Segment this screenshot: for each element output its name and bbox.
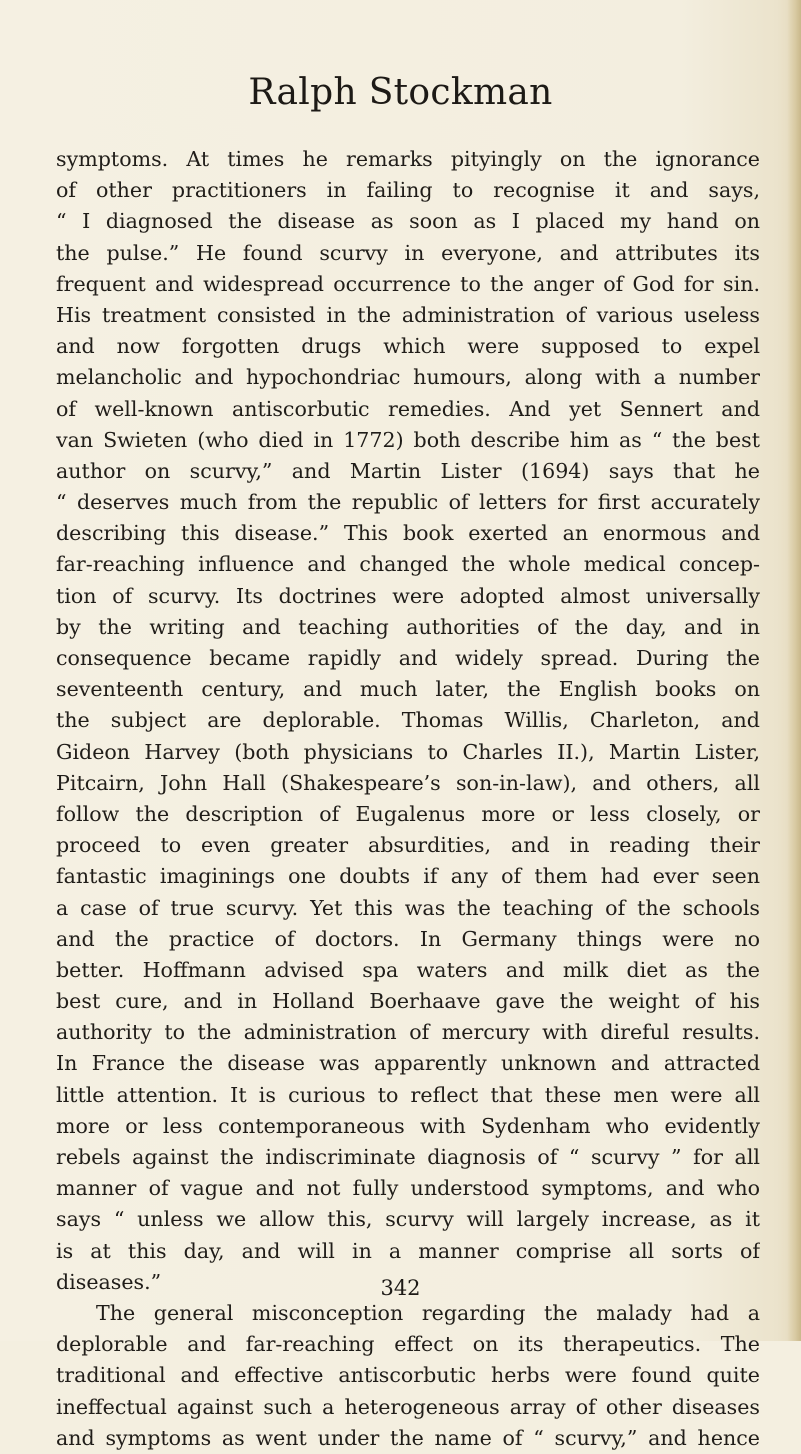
text-line: frequent and widespread occurrence to the anger of God for sin.	[56, 271, 760, 296]
text-line: fantastic imaginings one doubts if any of them had ever seen	[56, 864, 760, 889]
text-line: more or less contemporaneous with Sydenham who evidently	[56, 1113, 760, 1138]
text-line: seventeenth century, and much later, the English books on	[56, 677, 760, 702]
text-line: In France the disease was apparently unknown and attracted	[56, 1051, 760, 1076]
text-line: follow the description of Eugalenus more or less closely, or	[56, 801, 760, 826]
running-head: Ralph Stockman	[248, 72, 553, 113]
text-line: little attention. It is curious to reflect that these men were all	[56, 1082, 760, 1107]
text-line: a case of true scurvy. Yet this was the teaching of the schools	[56, 895, 760, 920]
text-line: author on scurvy,” and Martin Lister (1694) says that he	[56, 458, 760, 483]
text-line: deplorable and far-reaching effect on its therapeutics. The	[56, 1332, 760, 1357]
text-line: His treatment consisted in the administration of various useless	[56, 302, 760, 327]
text-line: by the writing and teaching authorities of the day, and in	[56, 614, 760, 639]
text-line: symptoms. At times he remarks pityingly on the ignorance	[56, 147, 760, 171]
page-edge-shadow	[787, 0, 801, 1341]
text-line: of other practitioners in failing to recognise it and says,	[56, 178, 760, 203]
text-line: “ deserves much from the republic of letters for first accurately	[56, 490, 760, 515]
body-text	[56, 144, 760, 1454]
text-line: of well-known antiscorbutic remedies. And yet Sennert and	[56, 396, 760, 421]
text-line: consequence became rapidly and widely spread. During the	[56, 646, 760, 670]
text-line: proceed to even greater absurdities, and in reading their	[56, 833, 760, 858]
text-line: Gideon Harvey (both physicians to Charles II.), Martin Lister,	[56, 739, 760, 764]
text-line: is at this day, and will in a manner comprise all sorts of	[56, 1238, 760, 1263]
text-line: the subject are deplorable. Thomas Willis, Charleton, and	[56, 708, 760, 733]
text-line: manner of vague and not fully understood symptoms, and who	[56, 1176, 760, 1201]
text-line: traditional and effective antiscorbutic herbs were found quite	[56, 1363, 760, 1388]
text-line: ineffectual against such a heterogeneous array of other diseases	[56, 1394, 760, 1419]
text-line: describing this disease.” This book exerted an enormous and	[56, 521, 760, 546]
text-line: van Swieten (who died in 1772) both describe him as “ the best	[56, 427, 760, 452]
text-line: and now forgotten drugs which were supposed to expel	[56, 334, 760, 359]
text-line: and the practice of doctors. In Germany things were no	[56, 926, 760, 951]
paragraph-end-line: diseases.”	[56, 1269, 162, 1294]
text-line: rebels against the indiscriminate diagnosis of “ scurvy ” for all	[56, 1145, 760, 1169]
text-line: best cure, and in Holland Boerhaave gave the weight of his	[56, 989, 760, 1014]
text-line: far-reaching influence and changed the whole medical concep-	[56, 552, 760, 577]
text-line: Pitcairn, John Hall (Shakespeare’s son-in-law), and others, all	[56, 770, 760, 795]
text-line: says “ unless we allow this, scurvy will largely increase, as it	[56, 1207, 760, 1232]
text-line: the pulse.” He found scurvy in everyone, and attributes its	[56, 240, 760, 265]
paragraph-start-line: The general misconception regarding the malady had a	[96, 1300, 760, 1325]
text-line: tion of scurvy. Its doctrines were adopted almost universally	[56, 583, 760, 608]
text-line: better. Hoffmann advised spa waters and milk diet as the	[56, 957, 760, 982]
page-number: 342	[380, 1276, 421, 1300]
text-line: and symptoms as went under the name of “ scurvy,” and hence	[56, 1425, 760, 1450]
text-line: authority to the administration of mercury with direful results.	[56, 1020, 760, 1045]
text-line: melancholic and hypochondriac humours, along with a number	[56, 365, 760, 390]
text-line: “ I diagnosed the disease as soon as I placed my hand on	[56, 209, 760, 234]
